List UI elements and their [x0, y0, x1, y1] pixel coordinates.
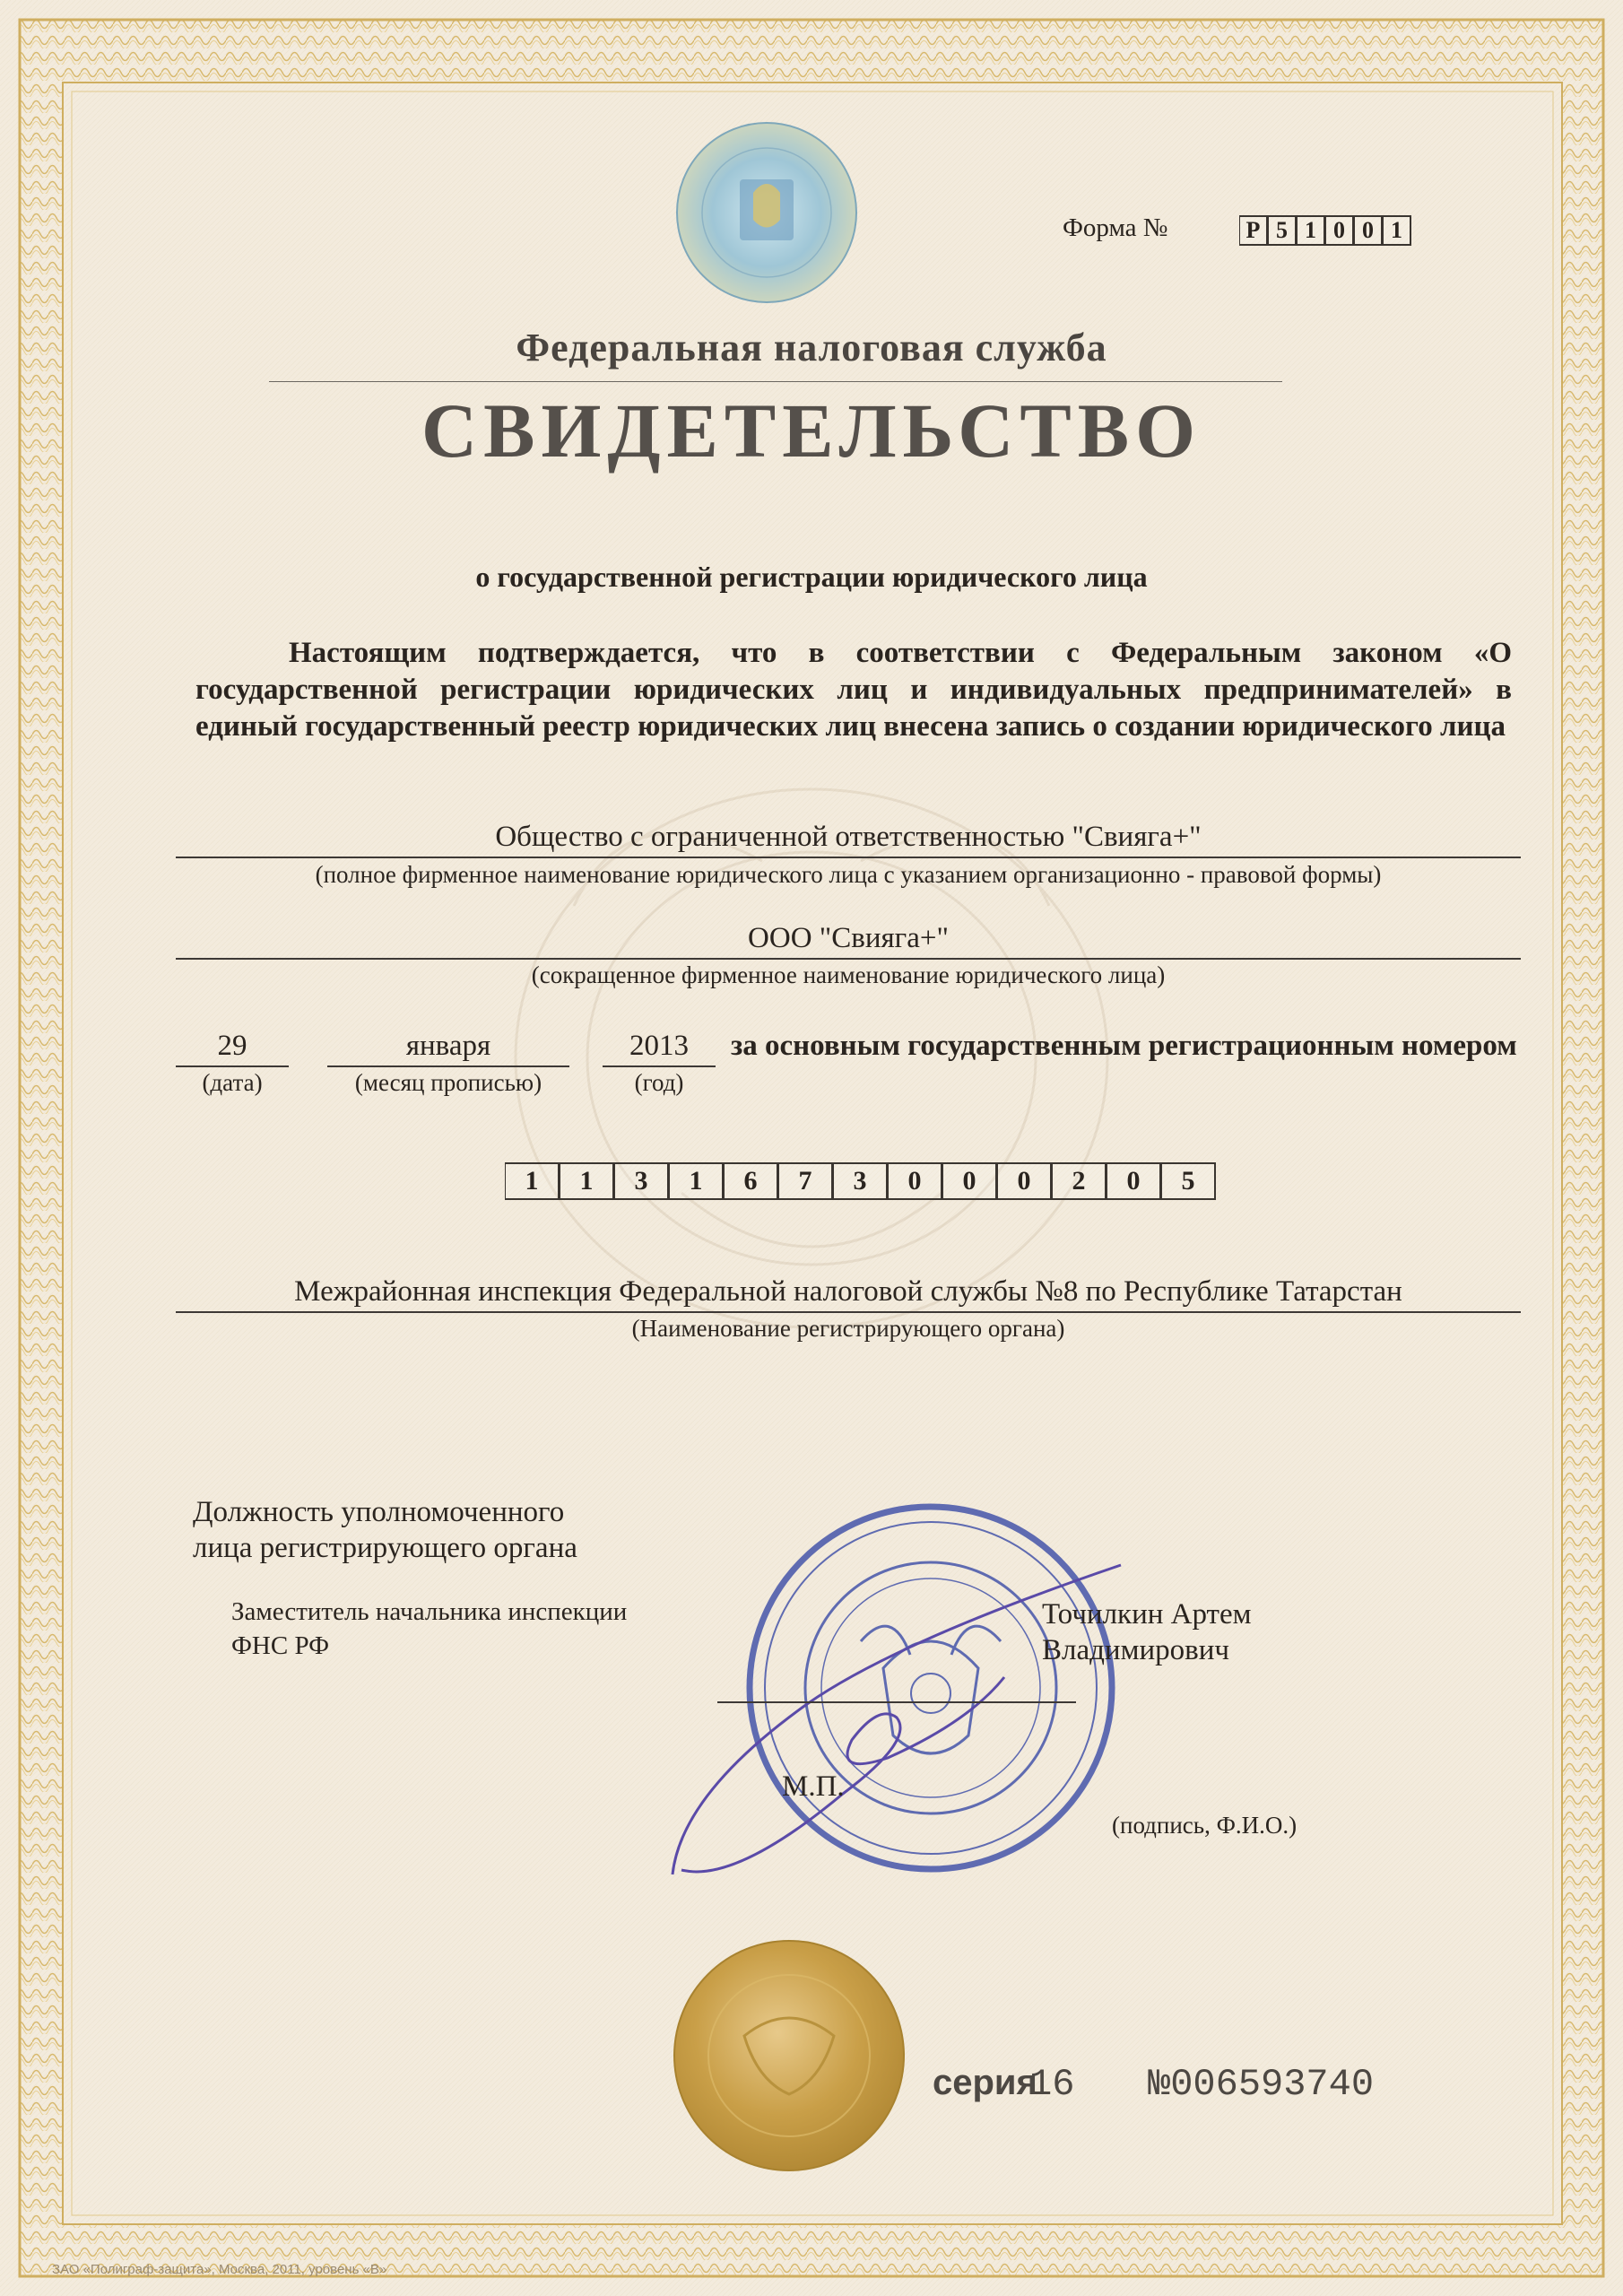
form-number-cells: [1239, 215, 1411, 244]
form-cell: 1: [1297, 215, 1325, 246]
form-cell: 0: [1325, 215, 1354, 246]
serial-number: №006593740: [1148, 2063, 1375, 2106]
series-number: 16: [1029, 2063, 1075, 2106]
official-position: Заместитель начальника инспекции ФНС РФ: [231, 1597, 628, 1660]
official-heading: Должность уполномоченного лица регистрирующего органа: [193, 1496, 577, 1564]
date-year-caption: (год): [634, 1069, 684, 1096]
ogrn-cell: 6: [724, 1162, 778, 1200]
date-day-caption: (дата): [202, 1069, 263, 1096]
date-month-line: [327, 1065, 569, 1067]
date-day: 29: [217, 1030, 247, 1062]
form-cell: 0: [1354, 215, 1383, 246]
date-day-line: [176, 1065, 289, 1067]
ogrn-cell: 2: [1052, 1162, 1107, 1200]
date-month: января: [405, 1030, 491, 1062]
ogrn-cell: 3: [614, 1162, 669, 1200]
printer-footer: ЗАО «Полиграф-защита», Москва, 2011, уровень «В»: [52, 2262, 387, 2277]
ogrn-cells: [505, 1162, 1216, 1200]
ogrn-cell: 1: [560, 1162, 614, 1200]
ogrn-cell: 0: [1107, 1162, 1161, 1200]
short-name-caption: (сокращенное фирменное наименование юридического лица): [531, 961, 1166, 988]
short-name-line: [176, 958, 1521, 960]
ogrn-cell: 7: [778, 1162, 833, 1200]
signature-caption: (подпись, Ф.И.О.): [1112, 1812, 1298, 1839]
ogrn-cell: 3: [833, 1162, 888, 1200]
short-name-value: ООО "Свияга+": [748, 922, 949, 954]
date-month-caption: (месяц прописью): [354, 1069, 542, 1096]
gold-seal-icon: [674, 1941, 904, 2170]
ogrn-cell: 0: [997, 1162, 1052, 1200]
form-cell: Р: [1239, 215, 1268, 246]
form-number-label: Форма №: [1063, 213, 1168, 242]
full-name-line: [176, 857, 1521, 858]
ogrn-cell: 5: [1161, 1162, 1216, 1200]
authority-line: [176, 1311, 1521, 1313]
official-name: Точилкин Артем Владимирович: [1042, 1598, 1252, 1666]
ogrn-intro: за основным государственным регистрационным номером: [731, 1030, 1517, 1062]
date-year: 2013: [629, 1030, 689, 1062]
document-title: СВИДЕТЕЛЬСТВО: [421, 387, 1202, 474]
series-label: серия: [933, 2063, 1037, 2102]
confirmation-text: Настоящим подтверждается, что в соответствии с Федеральным законом «О государственной регистрации юридических лиц и индивидуальных предпринимателей» в единый государственный реестр юридических лиц внесена запись о создании юридического лица: [195, 637, 1512, 743]
authority-value: Межрайонная инспекция Федеральной налоговой службы №8 по Республике Татарстан: [294, 1275, 1402, 1308]
full-name-value: Общество с ограниченной ответственностью "Свияга+": [495, 821, 1202, 853]
form-cell: 1: [1383, 215, 1411, 246]
agency-title: Федеральная налоговая служба: [516, 326, 1107, 370]
date-year-line: [603, 1065, 716, 1067]
agency-divider: [269, 381, 1282, 382]
form-cell: 5: [1268, 215, 1297, 246]
document-subtitle: о государственной регистрации юридического лица: [475, 561, 1148, 593]
ogrn-cell: 0: [888, 1162, 942, 1200]
stamp-place-label: М.П.: [782, 1770, 845, 1803]
ogrn-cell: 0: [942, 1162, 997, 1200]
ogrn-cell: 1: [669, 1162, 724, 1200]
authority-caption: (Наименование регистрирующего органа): [631, 1315, 1065, 1342]
hologram-emblem-icon: [677, 123, 856, 302]
ogrn-cell: 1: [505, 1162, 560, 1200]
full-name-caption: (полное фирменное наименование юридического лица с указанием организационно - правовой формы): [315, 861, 1382, 888]
